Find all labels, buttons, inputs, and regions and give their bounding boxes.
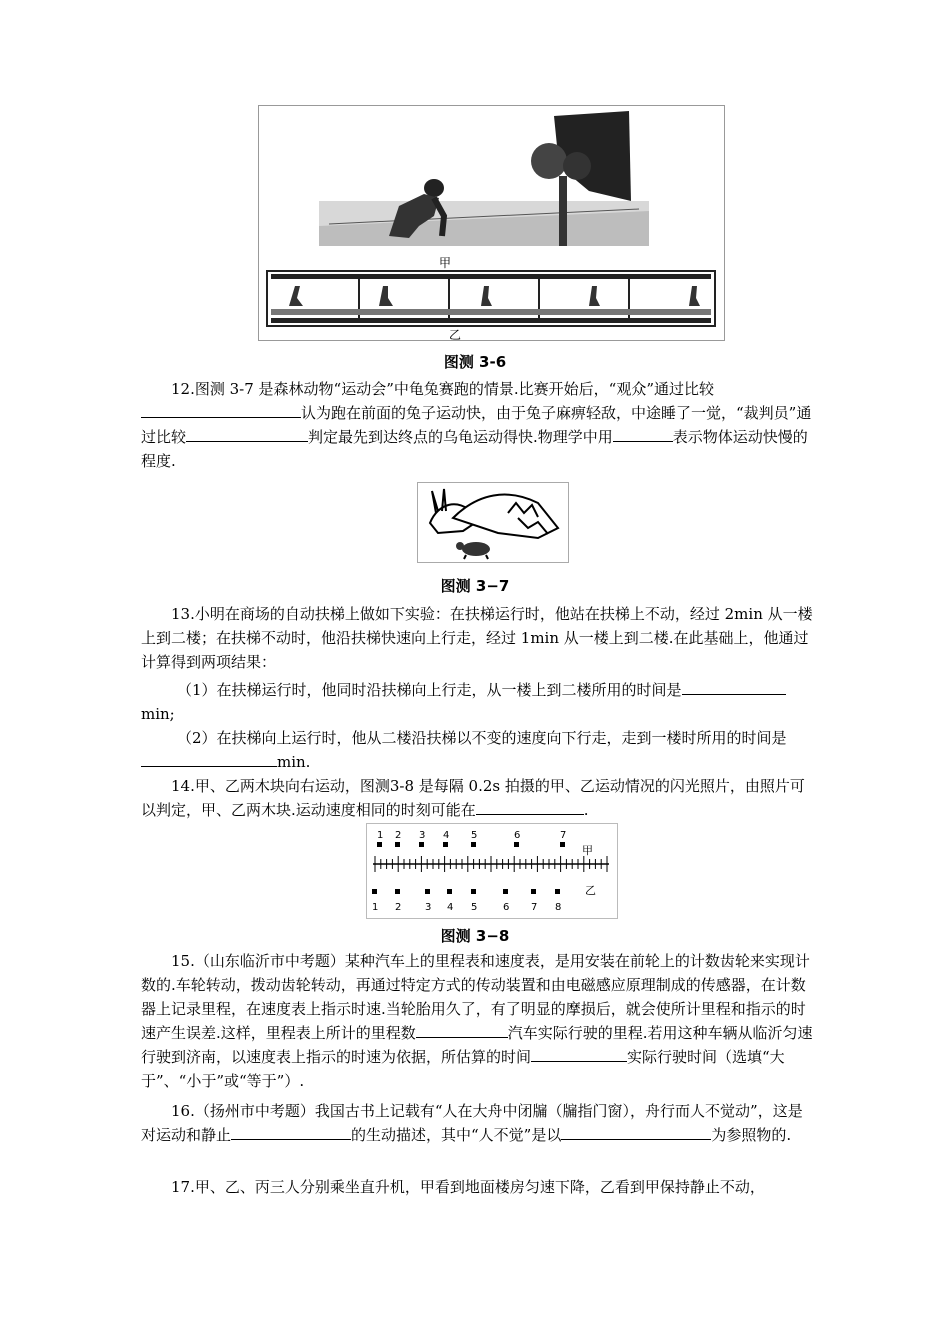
question-12 — [141, 377, 813, 473]
q15-text-3: 实际行驶时间（选填“大于”、“小于”或“等于”）. — [141, 1048, 785, 1090]
yi-marker-1 — [372, 889, 377, 894]
q12-text-2: 认为跑在前面的兔子运动快，由于兔子麻痹轻敌，中途睡了一觉，“裁判员”通过比较 — [141, 404, 812, 446]
figure-3-7 — [417, 482, 569, 563]
flash-photo-diagram — [367, 824, 617, 918]
figure-3-6-caption: 图测 3-6 — [443, 353, 507, 371]
q12-blank-1[interactable] — [141, 403, 301, 418]
q16-blank-1[interactable] — [231, 1125, 351, 1140]
q16-text-1: 16.（扬州市中考题）我国古书上记载有“人在大舟中闭牖（牖指门窗），舟行而人不觉动”，这是对运动和静止 — [141, 1102, 803, 1144]
question-13-intro: 13.小明在商场的自动扶梯上做如下实验：在扶梯运行时，他站在扶梯上不动，经过 2min 从一楼上到二楼；在扶梯不动时，他沿扶梯快速向上行走，经过 1min 从一楼上到二楼.在此基础上，他通过计算得到两项结果： — [141, 605, 813, 671]
jia-label-1: 1 — [377, 830, 384, 841]
q13-part1-text: （1）在扶梯运行时，他同时沿扶梯向上行走，从一楼上到二楼所用的时间是 — [177, 681, 682, 699]
jia-marker-5 — [471, 842, 476, 847]
q13-blank-1[interactable] — [682, 680, 754, 695]
question-16 — [141, 1099, 813, 1147]
q14-text: 14.甲、乙两木块向右运动，图测3-8 是每隔 0.2s 拍摄的甲、乙运动情况的闪光照片，由照片可以判定，甲、乙两木块.运动速度相同的时刻可能在 — [141, 777, 805, 819]
q13-blank-2[interactable] — [141, 752, 277, 767]
question-13-part-1 — [141, 678, 813, 726]
yi-label-7: 7 — [531, 902, 538, 913]
yi-marker-5 — [471, 889, 476, 894]
yi-marker-4 — [447, 889, 452, 894]
jia-label-5: 5 — [471, 830, 478, 841]
jia-marker-7 — [560, 842, 565, 847]
jia-label-4: 4 — [443, 830, 450, 841]
figure-3-6 — [258, 105, 725, 341]
yi-label-8: 8 — [555, 902, 562, 913]
question-13-part-2 — [141, 726, 813, 774]
yi-marker-7 — [531, 889, 536, 894]
yi-label-6: 6 — [503, 902, 510, 913]
question-14 — [141, 774, 813, 822]
q13-part1-unit: min; — [141, 705, 175, 723]
question-17: 17.甲、乙、丙三人分别乘坐直升机，甲看到地面楼房匀速下降，乙看到甲保持静止不动， — [171, 1178, 765, 1196]
q12-text-3: 判定最先到达终点的乌龟运动得快.物理学中用 — [308, 428, 613, 446]
rabbit-turtle-drawing — [418, 483, 568, 562]
jia-label-7: 7 — [560, 830, 567, 841]
figure-3-6-label-a: 甲 — [439, 256, 452, 270]
yi-marker-3 — [425, 889, 430, 894]
q16-text-2: 的生动描述，其中“人不觉”是以 — [351, 1126, 562, 1144]
jia-marker-3 — [419, 842, 424, 847]
q12-text-1: 12.图测 3-7 是森林动物“运动会”中龟兔赛跑的情景.比赛开始后，“观众”通过比较 — [171, 380, 714, 398]
yi-marker-6 — [503, 889, 508, 894]
figure-3-8-caption: 图测 3−8 — [440, 927, 510, 945]
figure-3-7-caption: 图测 3−7 — [440, 577, 510, 595]
q15-text-1: 15.（山东临沂市中考题）某种汽车上的里程表和速度表，是用安装在前轮上的计数齿轮来实现计数的.车轮转动，拨动齿轮转动，再通过特定方式的传动装置和由电磁感应原理制成的传感器，在计数器上记录里程，在速度表上指示时速.当轮胎用久了，有了明显的摩损后，就会使所计里程和指示的时速产生误差.这样，里程表上所计的里程数 — [141, 952, 810, 1042]
label-jia: 甲 — [582, 844, 593, 857]
jia-marker-2 — [395, 842, 400, 847]
figure-3-6-label-b: 乙 — [449, 328, 462, 342]
q12-blank-3[interactable] — [613, 427, 673, 442]
jia-label-3: 3 — [419, 830, 426, 841]
figure-3-8 — [366, 823, 618, 919]
yi-label-2: 2 — [395, 902, 402, 913]
q15-blank-1[interactable] — [416, 1023, 508, 1038]
jia-label-6: 6 — [514, 830, 521, 841]
q16-text-3: 为参照物的. — [711, 1126, 792, 1144]
jia-marker-4 — [443, 842, 448, 847]
jia-label-2: 2 — [395, 830, 402, 841]
yi-label-5: 5 — [471, 902, 478, 913]
q12-text-4: 表示物体运动快慢的程度. — [141, 428, 808, 470]
q13-part2-text: （2）在扶梯向上运行时，他从二楼沿扶梯以不变的速度向下行走，走到一楼时所用的时间是 — [177, 729, 787, 747]
yi-marker-2 — [395, 889, 400, 894]
q14-blank[interactable] — [476, 800, 584, 815]
yi-label-3: 3 — [425, 902, 432, 913]
q16-blank-2b[interactable] — [679, 1125, 711, 1140]
yi-marker-8 — [555, 889, 560, 894]
q15-text-2: 汽车实际行驶的里程.若用这种车辆从临沂匀速行驶到济南，以速度表上指示的时速为依据，所估算的时间 — [141, 1024, 813, 1066]
q16-blank-2[interactable] — [561, 1125, 679, 1140]
race-start-photo — [259, 106, 724, 340]
q12-blank-2[interactable] — [186, 427, 308, 442]
yi-label-4: 4 — [447, 902, 454, 913]
q14-end: . — [583, 801, 589, 819]
q13-blank-1b[interactable] — [754, 680, 786, 695]
question-15 — [141, 949, 813, 1093]
label-yi: 乙 — [585, 884, 596, 897]
q15-blank-2[interactable] — [531, 1047, 627, 1062]
q13-part2-unit: min. — [277, 753, 311, 771]
jia-marker-1 — [377, 842, 382, 847]
jia-marker-6 — [514, 842, 519, 847]
yi-label-1: 1 — [372, 902, 379, 913]
